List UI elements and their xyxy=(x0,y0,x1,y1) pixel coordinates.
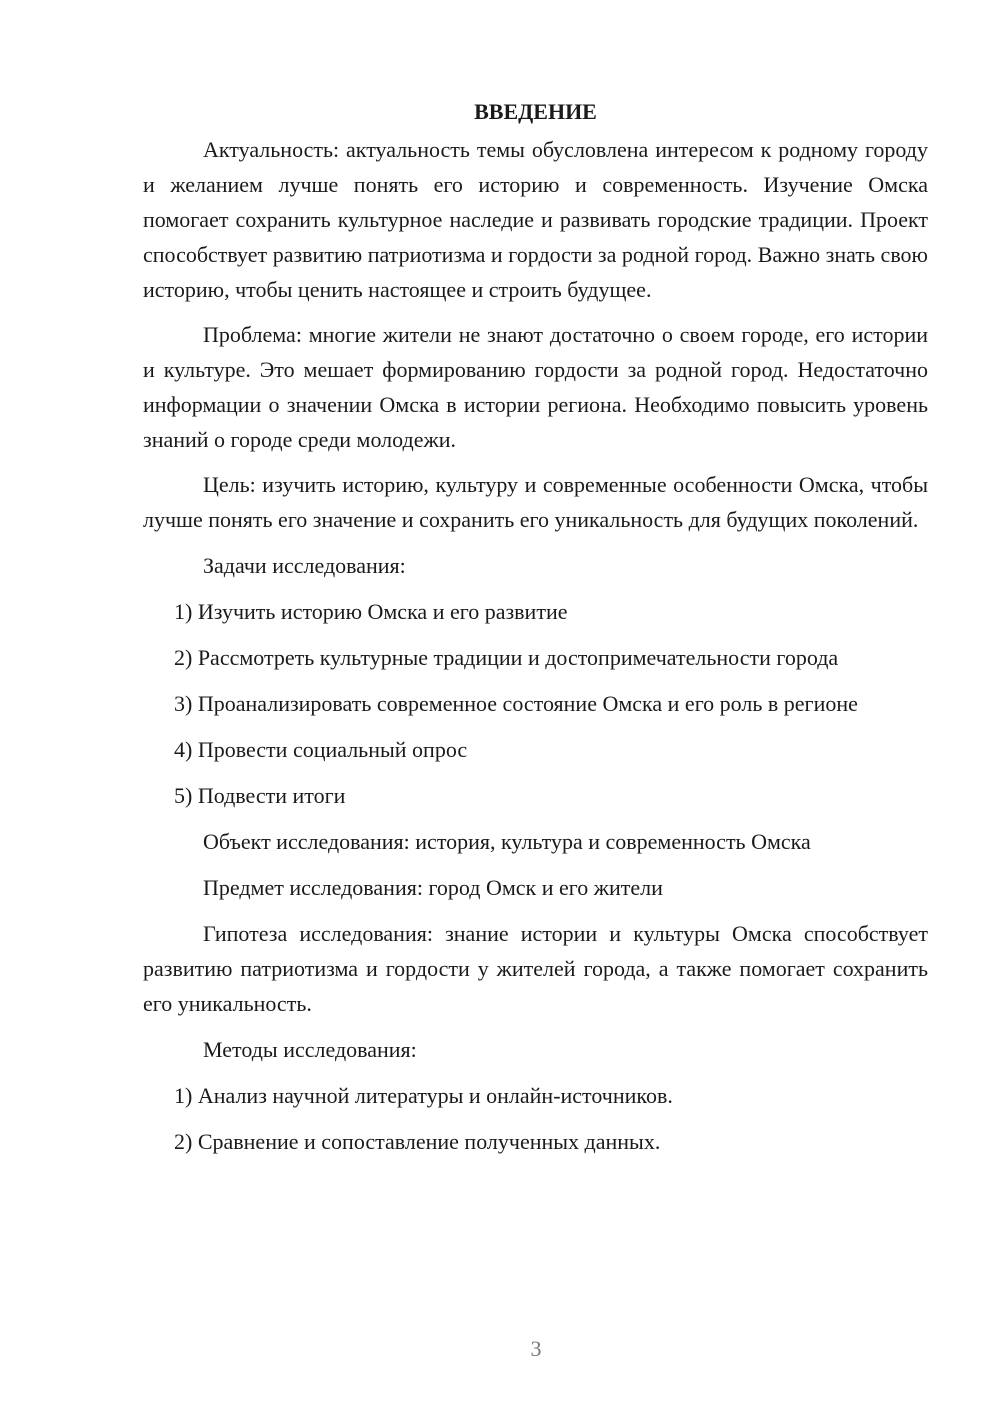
section-heading: ВВЕДЕНИЕ xyxy=(474,99,597,124)
task-item-2: 2) Рассмотреть культурные традиции и достопримечательности города xyxy=(174,645,839,670)
hypothesis-paragraph: Гипотеза исследования: знание истории и культуры Омска способствует развитию патриотизма и гордости у жителей города, а также помогает сохранить его уникальность. xyxy=(143,921,928,1016)
method-item-2: 2) Сравнение и сопоставление полученных данных. xyxy=(174,1129,661,1154)
task-item-1: 1) Изучить историю Омска и его развитие xyxy=(174,599,568,624)
research-object: Объект исследования: история, культура и современность Омска xyxy=(203,829,811,854)
task-item-5: 5) Подвести итоги xyxy=(174,783,346,808)
page-number: 3 xyxy=(530,1336,542,1361)
research-subject: Предмет исследования: город Омск и его жители xyxy=(203,875,663,900)
page-body xyxy=(143,92,928,1159)
problem-paragraph: Проблема: многие жители не знают достаточно о своем городе, его истории и культуре. Это мешает формированию гордости за родной город. Недостаточно информации о значении Омска в истории региона. Необходимо повысить уровень знаний о городе среди молодежи. xyxy=(143,322,928,452)
task-item-3: 3) Проанализировать современное состояние Омска и его роль в регионе xyxy=(174,691,858,716)
goal-paragraph: Цель: изучить историю, культуру и современные особенности Омска, чтобы лучше понять его значение и сохранить его уникальность для будущих поколений. xyxy=(143,472,928,532)
method-item-1: 1) Анализ научной литературы и онлайн-источников. xyxy=(174,1083,673,1108)
tasks-title: Задачи исследования: xyxy=(203,553,406,578)
methods-title: Методы исследования: xyxy=(203,1037,417,1062)
relevance-paragraph: Актуальность: актуальность темы обусловлена интересом к родному городу и желанием лучше понять его историю и современность. Изучение Омска помогает сохранить культурное наследие и развивать городские традиции. Проект способствует развитию патриотизма и гордости за родной город. Важно знать свою историю, чтобы ценить настоящее и строить будущее. xyxy=(143,137,928,302)
task-item-4: 4) Провести социальный опрос xyxy=(174,737,468,762)
